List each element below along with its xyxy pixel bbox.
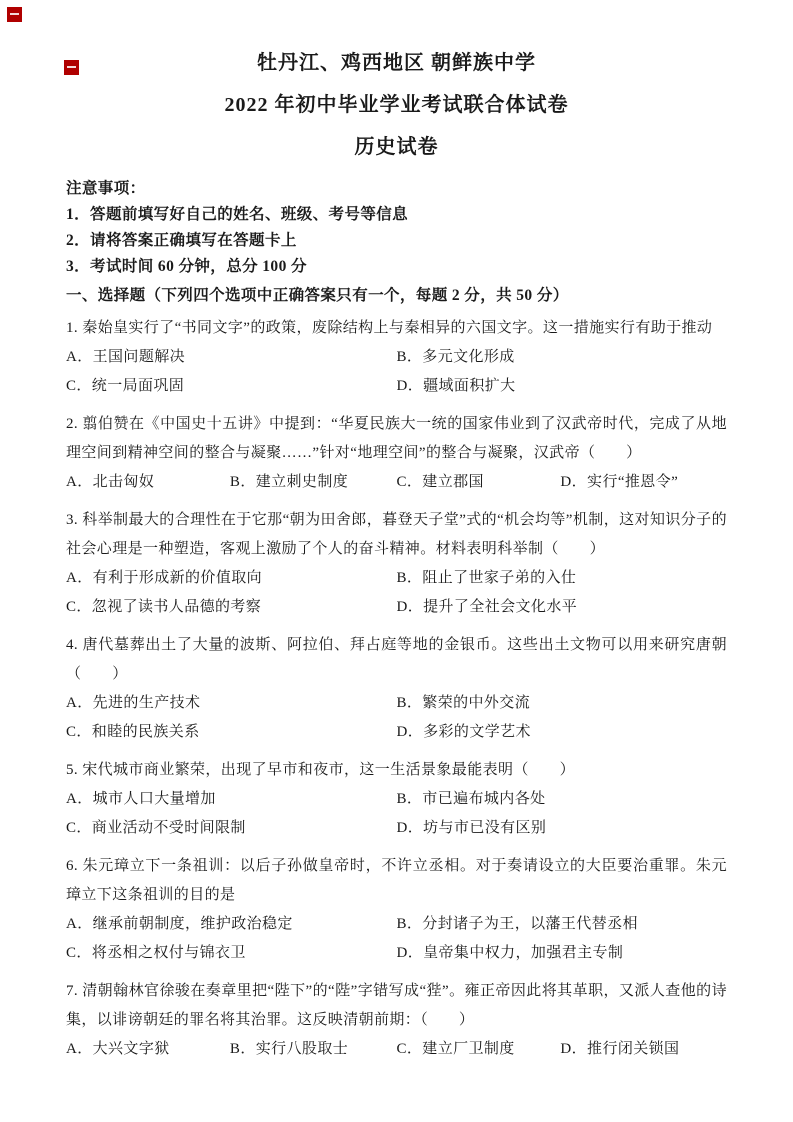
option-a: A．北击匈奴 <box>66 474 155 490</box>
question-3 <box>66 506 727 622</box>
option-c: C．建立厂卫制度 <box>396 1041 515 1057</box>
option-c: C．忽视了读书人品德的考察 <box>66 599 262 615</box>
option-grid <box>66 1035 727 1064</box>
option-d: D．多彩的文学艺术 <box>396 724 531 740</box>
option-a: A．大兴文字狱 <box>66 1041 170 1057</box>
option-c: C．和睦的民族关系 <box>66 724 200 740</box>
option-b: B．多元文化形成 <box>396 349 515 365</box>
option-d: D．疆域面积扩大 <box>396 378 516 394</box>
question-1 <box>66 314 727 401</box>
option-a: A．继承前朝制度，维护政治稳定 <box>66 916 293 932</box>
option-a: A．王国问题解决 <box>66 349 186 365</box>
option-d: D．皇帝集中权力，加强君主专制 <box>396 945 624 961</box>
option-c: C．将丞相之权付与锦衣卫 <box>66 945 246 961</box>
question-6 <box>66 852 727 968</box>
notice-item-3: 3．考试时间 60 分钟，总分 100 分 <box>66 258 307 275</box>
option-d: D．实行“推恩令” <box>560 474 679 490</box>
option-c: C．建立郡国 <box>396 474 484 490</box>
question-stem: 3. 科举制最大的合理性在于它那“朝为田舍郎，暮登天子堂”式的“机会均等”机制，这对知识分子的社会心理是一种塑造，客观上激励了个人的奋斗精神。材料表明科举制（ ） <box>66 512 727 557</box>
notice-item-1: 1．答题前填写好自己的姓名、班级、考号等信息 <box>66 206 409 223</box>
option-b: B．阻止了世家子弟的入仕 <box>396 570 577 586</box>
question-stem: 2. 翦伯赞在《中国史十五讲》中提到：“华夏民族大一统的国家伟业到了汉武帝时代，完成了从地理空间到精神空间的整合与凝聚……”针对“地理空间”的整合与凝聚，汉武帝（ ） <box>66 416 727 461</box>
paper-header <box>66 50 727 160</box>
option-grid <box>66 689 727 747</box>
option-a: A．城市人口大量增加 <box>66 791 216 807</box>
option-b: B．建立刺史制度 <box>229 474 349 490</box>
option-a: A．有利于形成新的价值取向 <box>66 570 263 586</box>
red-stamp-icon <box>64 60 79 75</box>
question-4 <box>66 631 727 747</box>
option-d: D．提升了全社会文化水平 <box>396 599 578 615</box>
option-grid <box>66 910 727 968</box>
question-stem: 4. 唐代墓葬出土了大量的波斯、阿拉伯、拜占庭等地的金银币。这些出土文物可以用来研究唐朝（ ） <box>66 637 727 682</box>
question-2 <box>66 410 727 497</box>
option-a: A．先进的生产技术 <box>66 695 201 711</box>
option-b: B．繁荣的中外交流 <box>396 695 531 711</box>
option-grid <box>66 564 727 622</box>
option-b: B．实行八股取士 <box>229 1041 349 1057</box>
question-5 <box>66 756 727 843</box>
red-stamp-icon <box>7 7 22 22</box>
question-stem: 5. 宋代城市商业繁荣，出现了早市和夜市，这一生活景象最能表明（ ） <box>66 762 576 778</box>
school-title: 牡丹江、鸡西地区 朝鲜族中学 <box>257 52 536 74</box>
option-grid <box>66 785 727 843</box>
option-b: B．分封诸子为王，以藩王代替丞相 <box>396 916 638 932</box>
notice-block <box>66 176 727 280</box>
notice-heading: 注意事项： <box>66 180 146 197</box>
question-7 <box>66 977 727 1064</box>
question-stem: 6. 朱元璋立下一条祖训：以后子孙做皇帝时，不许立丞相。对于奏请设立的大臣要治重罪。朱元璋立下这条祖训的目的是 <box>66 858 727 903</box>
option-d: D．推行闭关锁国 <box>560 1041 680 1057</box>
option-d: D．坊与市已没有区别 <box>396 820 547 836</box>
notice-item-2: 2．请将答案正确填写在答题卡上 <box>66 232 297 249</box>
option-b: B．市已遍布城内各处 <box>396 791 546 807</box>
option-c: C．商业活动不受时间限制 <box>66 820 246 836</box>
option-grid <box>66 343 727 401</box>
exam-title: 2022 年初中毕业学业考试联合体试卷 <box>224 94 569 116</box>
question-stem: 1. 秦始皇实行了“书同文字”的政策，废除结构上与秦相异的六国文字。这一措施实行有助于推动 <box>66 320 713 336</box>
section-heading: 一、选择题（下列四个选项中正确答案只有一个，每题 2 分，共 50 分） <box>66 287 569 304</box>
subject-title: 历史试卷 <box>354 136 439 158</box>
option-grid <box>66 468 727 497</box>
question-stem: 7. 清朝翰林官徐骏在奏章里把“陛下”的“陛”字错写成“狴”。雍正帝因此将其革职，又派人查他的诗集，以诽谤朝廷的罪名将其治罪。这反映清朝前期：（ ） <box>66 983 727 1028</box>
option-c: C．统一局面巩固 <box>66 378 185 394</box>
